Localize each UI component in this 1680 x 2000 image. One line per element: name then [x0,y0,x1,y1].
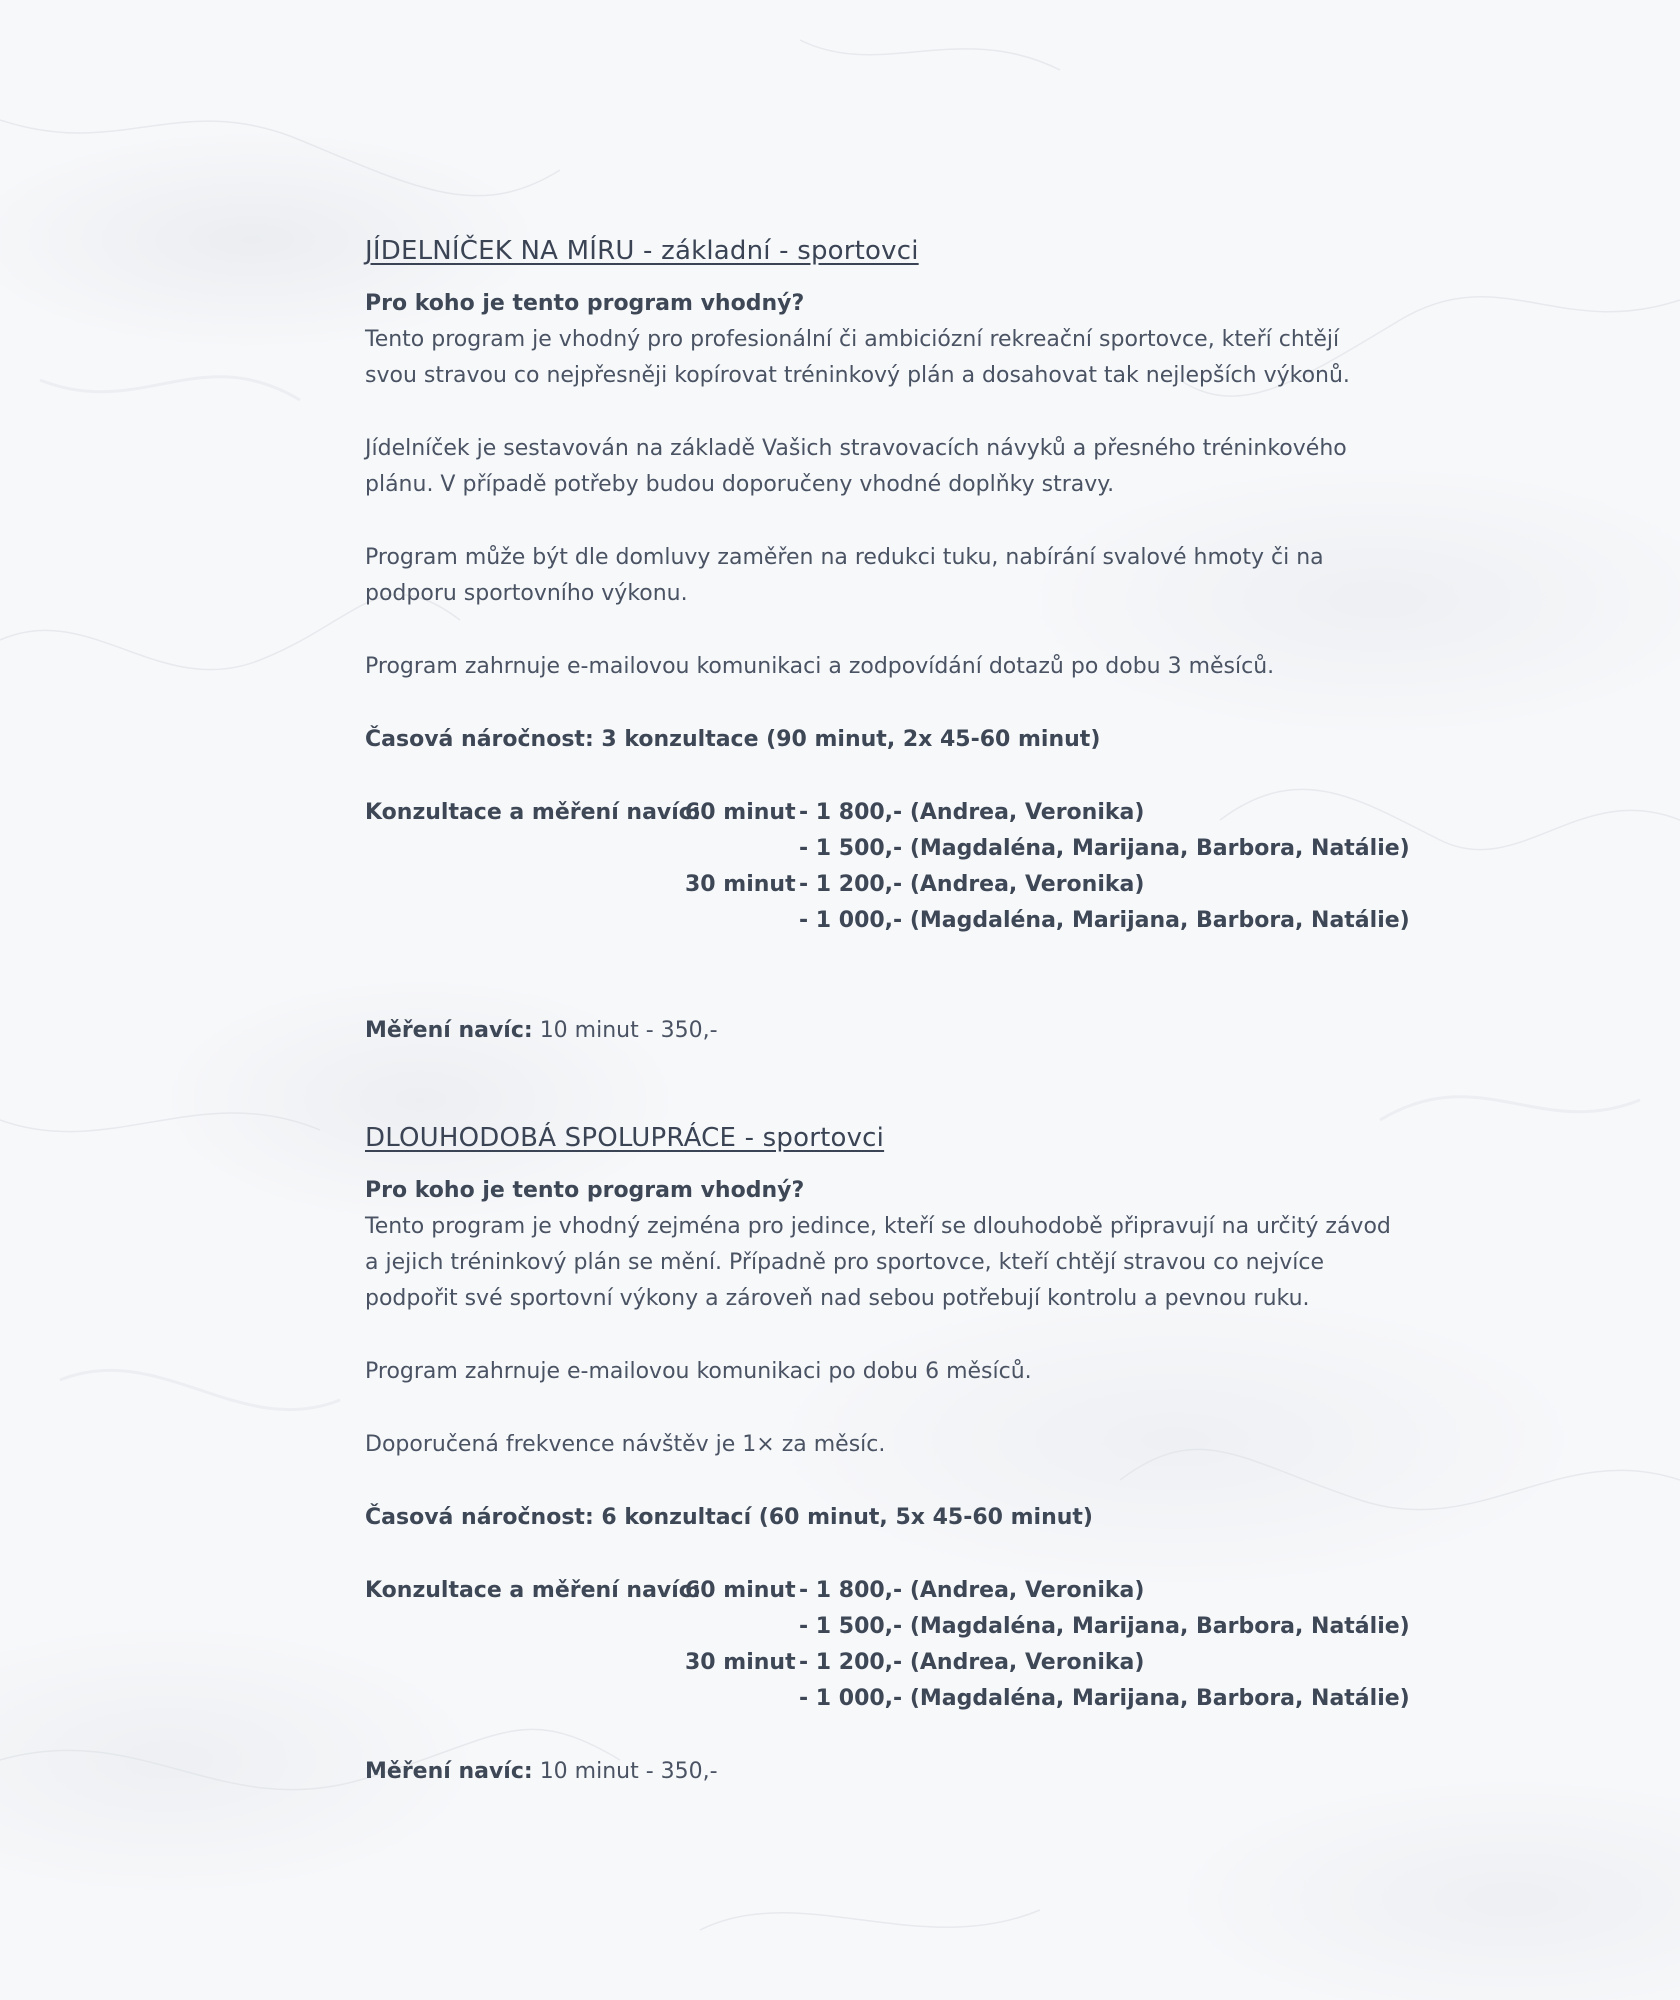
price-text: - 1 800,- (Andrea, Veronika) [799,1578,1145,1603]
section-title: DLOUHODOBÁ SPOLUPRÁCE - sportovci [365,1123,885,1153]
intro-line: Tento program je vhodný pro profesionální či ambiciózní rekreační sportovce, kteří chtějí [365,327,1340,352]
extra-measurement [365,1754,1465,1790]
section-title: JÍDELNÍČEK NA MÍRU - základní - sportovci [365,236,919,266]
price-duration: 30 minut [685,872,796,897]
price-text: - 1 500,- (Magdaléna, Marijana, Barbora, Natálie) [799,1614,1410,1639]
price-row [365,903,1465,939]
price-row [365,831,1465,867]
price-row [365,1645,1465,1681]
price-list [365,1573,1465,1717]
measure-value: 10 minut - 350,- [539,1018,718,1043]
paragraph-line: Program může být dle domluvy zaměřen na redukci tuku, nabírání svalové hmoty či na [365,545,1324,570]
intro-line: Tento program je vhodný zejména pro jedince, kteří se dlouhodobě připravují na určitý závod [365,1214,1391,1239]
paragraph: Doporučená frekvence návštěv je 1× za měsíc. [365,1432,886,1457]
intro-line: svou stravou co nejpřesněji kopírovat tréninkový plán a dosahovat tak nejlepších výkonů. [365,363,1350,388]
section-basic-meal-plan [365,236,1465,1049]
intro-line: a jejich tréninkový plán se mění. Případně pro sportovce, kteří chtějí stravou co nejvíce [365,1250,1324,1275]
price-row [365,867,1465,903]
price-row [365,1609,1465,1645]
paragraph: Program zahrnuje e-mailovou komunikaci po dobu 6 měsíců. [365,1359,1032,1384]
price-duration: 30 minut [685,1650,796,1675]
paragraph-line: plánu. V případě potřeby budou doporučeny vhodné doplňky stravy. [365,472,1115,497]
price-duration: 60 minut [685,800,796,825]
section-question: Pro koho je tento program vhodný? [365,1178,805,1203]
time-requirement: Časová náročnost: 3 konzultace (90 minut, 2x 45-60 minut) [365,727,1101,752]
price-row [365,1681,1465,1717]
intro-line: podpořit své sportovní výkony a zároveň nad sebou potřebují kontrolu a pevnou ruku. [365,1286,1310,1311]
price-text: - 1 200,- (Andrea, Veronika) [799,1650,1145,1675]
paragraph: Program zahrnuje e-mailovou komunikaci a zodpovídání dotazů po dobu 3 měsíců. [365,654,1275,679]
price-list [365,795,1465,939]
time-requirement: Časová náročnost: 6 konzultací (60 minut, 5x 45-60 minut) [365,1505,1093,1530]
price-label: Konzultace a měření navíc: [365,800,701,825]
price-label: Konzultace a měření navíc: [365,1578,701,1603]
price-row [365,795,1465,831]
price-text: - 1 000,- (Magdaléna, Marijana, Barbora, Natálie) [799,1686,1410,1711]
price-text: - 1 500,- (Magdaléna, Marijana, Barbora, Natálie) [799,836,1410,861]
measure-label: Měření navíc: [365,1759,533,1784]
section-long-term-cooperation [365,1123,1465,1790]
price-duration [685,1609,799,1645]
price-duration [685,903,799,939]
price-row [365,1573,1465,1609]
measure-value: 10 minut - 350,- [539,1759,718,1784]
price-text: - 1 800,- (Andrea, Veronika) [799,800,1145,825]
paragraph-line: Jídelníček je sestavován na základě Vašich stravovacích návyků a přesného tréninkového [365,436,1347,461]
extra-measurement [365,1013,1465,1049]
paragraph-line: podporu sportovního výkonu. [365,581,688,606]
price-duration: 60 minut [685,1578,796,1603]
pricing-content [365,236,1465,1790]
price-duration [685,831,799,867]
price-text: - 1 200,- (Andrea, Veronika) [799,872,1145,897]
price-duration [685,1681,799,1717]
section-question: Pro koho je tento program vhodný? [365,291,805,316]
measure-label: Měření navíc: [365,1018,533,1043]
price-text: - 1 000,- (Magdaléna, Marijana, Barbora, Natálie) [799,908,1410,933]
